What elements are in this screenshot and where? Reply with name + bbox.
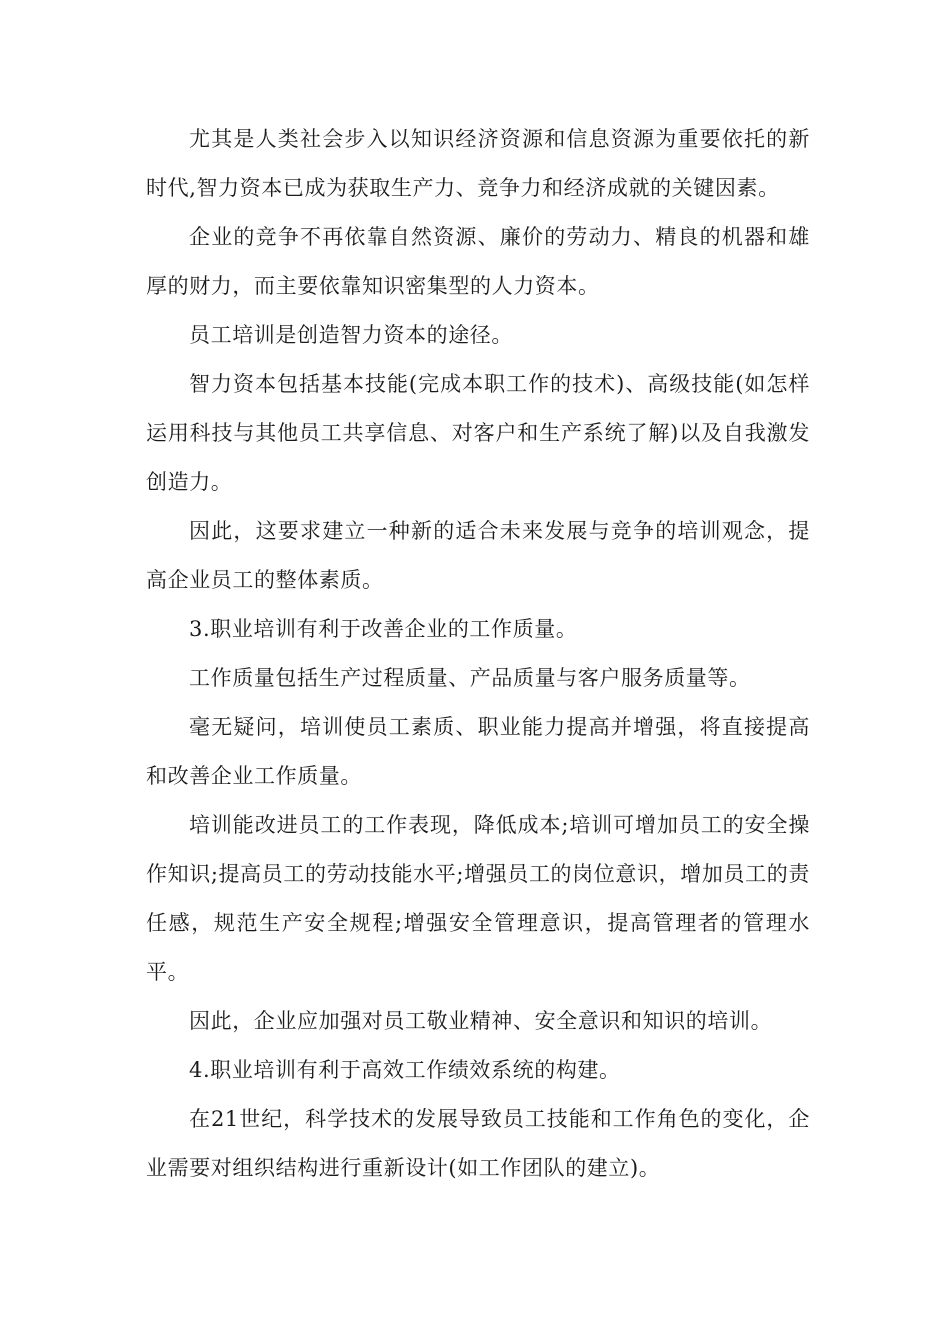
paragraph: 因此，这要求建立一种新的适合未来发展与竞争的培训观念，提高企业员工的整体素质。 xyxy=(146,519,810,592)
paragraph: 企业的竞争不再依靠自然资源、廉价的劳动力、精良的机器和雄厚的财力，而主要依靠知识密集型的人力资本。 xyxy=(146,225,810,298)
paragraph: 智力资本包括基本技能(完成本职工作的技术)、高级技能(如怎样运用科技与其他员工共享信息、对客户和生产系统了解)以及自我激发创造力。 xyxy=(146,372,810,494)
paragraph: 员工培训是创造智力资本的途径。 xyxy=(189,323,513,347)
paragraph: 培训能改进员工的工作表现，降低成本;培训可增加员工的安全操作知识;提高员工的劳动技能水平;增强员工的岗位意识，增加员工的责任感，规范生产安全规程;增强安全管理意识，提高管理者的管理水平。 xyxy=(146,813,810,984)
paragraph: 工作质量包括生产过程质量、产品质量与客户服务质量等。 xyxy=(189,666,751,690)
section-heading: 4.职业培训有利于高效工作绩效系统的构建。 xyxy=(189,1058,621,1082)
paragraph: 因此，企业应加强对员工敬业精神、安全意识和知识的培训。 xyxy=(189,1009,773,1033)
paragraph: 尤其是人类社会步入以知识经济资源和信息资源为重要依托的新时代,智力资本已成为获取生产力、竞争力和经济成就的关键因素。 xyxy=(146,127,810,200)
section-heading: 3.职业培训有利于改善企业的工作质量。 xyxy=(189,617,578,641)
paragraph: 毫无疑问，培训使员工素质、职业能力提高并增强，将直接提高和改善企业工作质量。 xyxy=(146,715,810,788)
paragraph: 在21世纪，科学技术的发展导致员工技能和工作角色的变化，企业需要对组织结构进行重新设计(如工作团队的建立)。 xyxy=(146,1107,810,1180)
document-body xyxy=(146,115,810,1193)
